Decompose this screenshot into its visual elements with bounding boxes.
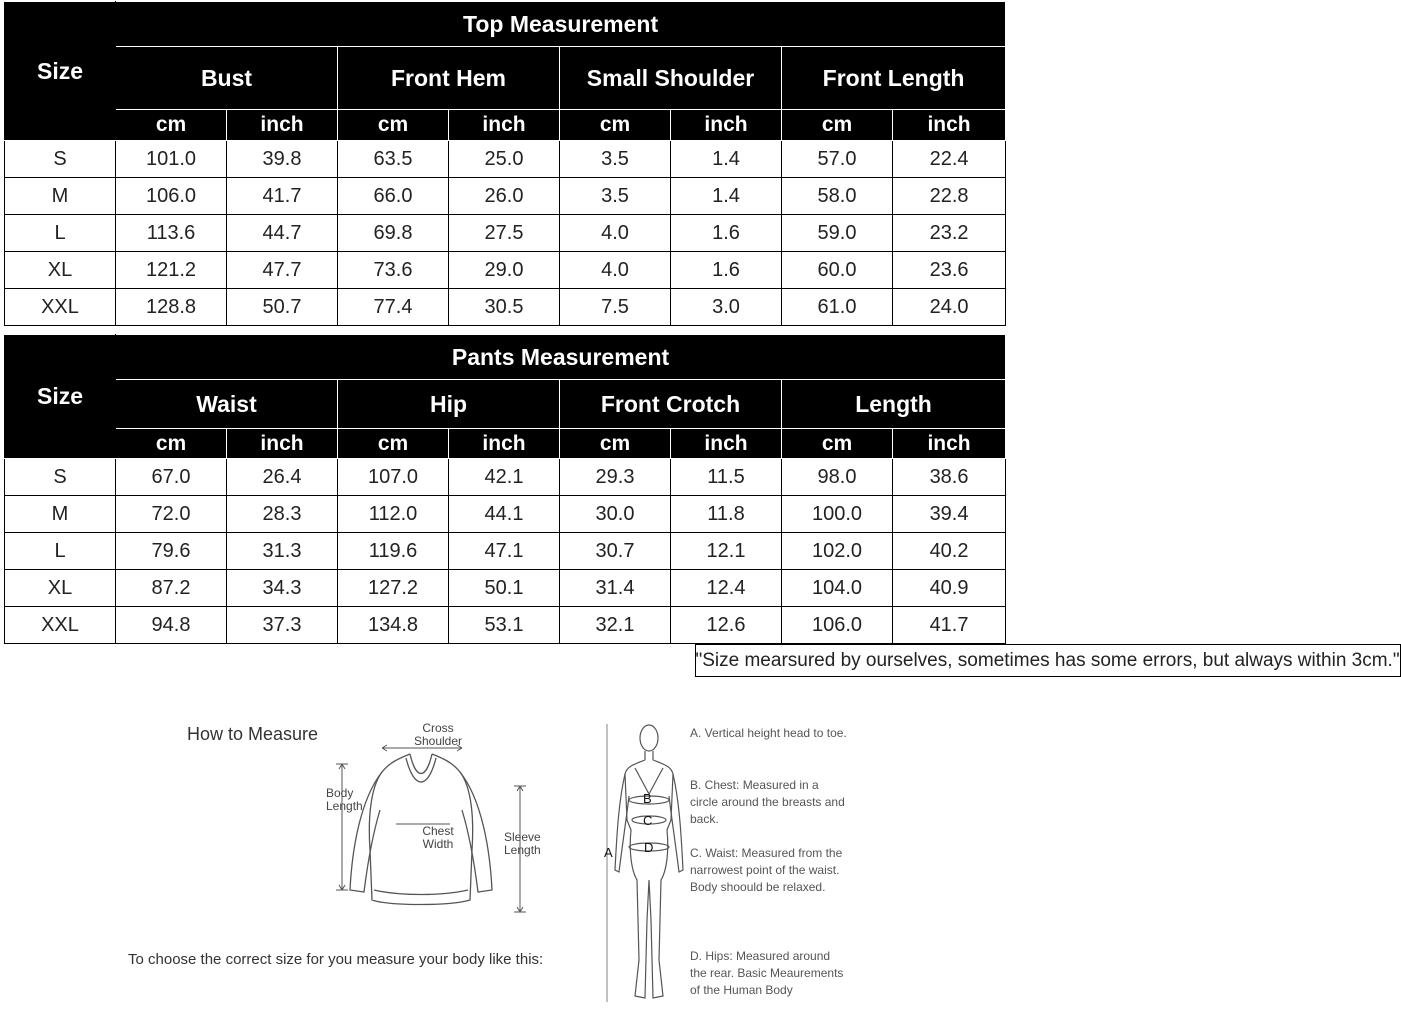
table-row <box>5 215 1006 252</box>
value-cell: 87.2 <box>116 570 227 607</box>
unit-header: cm <box>116 110 227 141</box>
measure-instruction: To choose the correct size for you measure your body like this: <box>128 951 544 968</box>
cross-shoulder-label: Cross Shoulder <box>413 721 463 748</box>
table-row <box>5 496 1006 533</box>
value-cell: 1.6 <box>671 215 782 252</box>
size-cell: XXL <box>5 289 116 326</box>
value-cell: 127.2 <box>338 570 449 607</box>
value-cell: 1.4 <box>671 141 782 178</box>
value-cell: 3.5 <box>560 178 671 215</box>
value-cell: 40.9 <box>893 570 1006 607</box>
value-cell: 50.1 <box>449 570 560 607</box>
value-cell: 30.7 <box>560 533 671 570</box>
value-cell: 1.6 <box>671 252 782 289</box>
height-marker-a: A <box>604 845 613 860</box>
how-to-measure-title: How to Measure <box>187 724 319 744</box>
value-cell: 101.0 <box>116 141 227 178</box>
value-cell: 3.0 <box>671 289 782 326</box>
value-cell: 106.0 <box>116 178 227 215</box>
value-cell: 100.0 <box>782 496 893 533</box>
value-cell: 12.4 <box>671 570 782 607</box>
unit-header: inch <box>671 429 782 459</box>
pants-measurement-table <box>4 334 1400 671</box>
value-cell: 3.5 <box>560 141 671 178</box>
value-cell: 58.0 <box>782 178 893 215</box>
value-cell: 102.0 <box>782 533 893 570</box>
value-cell: 29.0 <box>449 252 560 289</box>
table-row <box>5 533 1006 570</box>
measurement-note-c: C. Waist: Measured from the narrowest point of the waist. Body shoould be relaxed. <box>690 846 843 894</box>
size-cell: S <box>5 459 116 496</box>
value-cell: 28.3 <box>227 496 338 533</box>
value-cell: 59.0 <box>782 215 893 252</box>
value-cell: 29.3 <box>560 459 671 496</box>
value-cell: 47.1 <box>449 533 560 570</box>
value-cell: 128.8 <box>116 289 227 326</box>
value-cell: 57.0 <box>782 141 893 178</box>
unit-header: cm <box>782 429 893 459</box>
table-title: Top Measurement <box>116 2 1006 47</box>
column-group-header: Bust <box>116 47 338 110</box>
value-cell: 94.8 <box>116 607 227 644</box>
value-cell: 69.8 <box>338 215 449 252</box>
measurement-note-d: D. Hips: Measured around the rear. Basic Meaurements of the Human Body <box>690 949 844 997</box>
unit-header: cm <box>116 429 227 459</box>
value-cell: 4.0 <box>560 215 671 252</box>
value-cell: 38.6 <box>893 459 1006 496</box>
value-cell: 39.8 <box>227 141 338 178</box>
unit-header: cm <box>782 110 893 141</box>
table-row <box>5 289 1006 326</box>
size-cell: L <box>5 533 116 570</box>
value-cell: 26.0 <box>449 178 560 215</box>
value-cell: 41.7 <box>227 178 338 215</box>
value-cell: 7.5 <box>560 289 671 326</box>
measurement-note: "Size mearsured by ourselves, sometimes has some errors, but always within 3cm." <box>695 645 1400 677</box>
value-cell: 121.2 <box>116 252 227 289</box>
size-cell: L <box>5 215 116 252</box>
value-cell: 44.7 <box>227 215 338 252</box>
unit-header: cm <box>338 110 449 141</box>
unit-header: cm <box>560 429 671 459</box>
waist-marker-c: C <box>643 813 653 828</box>
value-cell: 72.0 <box>116 496 227 533</box>
table-title: Pants Measurement <box>116 335 1006 380</box>
table-row <box>5 178 1006 215</box>
value-cell: 98.0 <box>782 459 893 496</box>
unit-header: cm <box>560 110 671 141</box>
chest-width-label: Chest Width <box>422 824 454 851</box>
value-cell: 113.6 <box>116 215 227 252</box>
value-cell: 1.4 <box>671 178 782 215</box>
unit-header: inch <box>893 110 1006 141</box>
value-cell: 22.4 <box>893 141 1006 178</box>
table-row <box>5 459 1006 496</box>
size-header: Size <box>5 335 116 459</box>
body-figure <box>605 720 690 1010</box>
measurement-note-b: B. Chest: Measured in a circle around the breasts and back. <box>690 778 845 826</box>
value-cell: 42.1 <box>449 459 560 496</box>
size-cell: XL <box>5 252 116 289</box>
value-cell: 106.0 <box>782 607 893 644</box>
value-cell: 112.0 <box>338 496 449 533</box>
value-cell: 40.2 <box>893 533 1006 570</box>
column-group-header: Hip <box>338 380 560 429</box>
body-length-label: Body Length <box>326 786 363 813</box>
value-cell: 41.7 <box>893 607 1006 644</box>
table-row <box>5 141 1006 178</box>
unit-header: cm <box>338 429 449 459</box>
value-cell: 61.0 <box>782 289 893 326</box>
value-cell: 39.4 <box>893 496 1006 533</box>
value-cell: 4.0 <box>560 252 671 289</box>
value-cell: 11.5 <box>671 459 782 496</box>
table-row <box>5 252 1006 289</box>
unit-header: inch <box>671 110 782 141</box>
value-cell: 67.0 <box>116 459 227 496</box>
value-cell: 22.8 <box>893 178 1006 215</box>
size-cell: M <box>5 178 116 215</box>
column-group-header: Front Length <box>782 47 1006 110</box>
chest-marker-b: B <box>643 791 652 806</box>
value-cell: 30.0 <box>560 496 671 533</box>
value-cell: 119.6 <box>338 533 449 570</box>
value-cell: 53.1 <box>449 607 560 644</box>
size-cell: S <box>5 141 116 178</box>
measurement-note-a: A. Vertical height head to toe. <box>690 726 847 740</box>
value-cell: 47.7 <box>227 252 338 289</box>
value-cell: 66.0 <box>338 178 449 215</box>
value-cell: 27.5 <box>449 215 560 252</box>
table-row <box>5 607 1006 644</box>
value-cell: 23.6 <box>893 252 1006 289</box>
column-group-header: Waist <box>116 380 338 429</box>
unit-header: inch <box>893 429 1006 459</box>
size-cell: XL <box>5 570 116 607</box>
value-cell: 34.3 <box>227 570 338 607</box>
unit-header: inch <box>227 429 338 459</box>
value-cell: 44.1 <box>449 496 560 533</box>
value-cell: 73.6 <box>338 252 449 289</box>
value-cell: 60.0 <box>782 252 893 289</box>
value-cell: 24.0 <box>893 289 1006 326</box>
value-cell: 23.2 <box>893 215 1006 252</box>
value-cell: 31.4 <box>560 570 671 607</box>
column-group-header: Front Hem <box>338 47 560 110</box>
value-cell: 32.1 <box>560 607 671 644</box>
sleeve-length-label: Sleeve Length <box>504 830 541 857</box>
value-cell: 104.0 <box>782 570 893 607</box>
value-cell: 26.4 <box>227 459 338 496</box>
unit-header: inch <box>449 110 560 141</box>
size-cell: M <box>5 496 116 533</box>
value-cell: 25.0 <box>449 141 560 178</box>
unit-header: inch <box>449 429 560 459</box>
table-row <box>5 570 1006 607</box>
column-group-header: Length <box>782 380 1006 429</box>
value-cell: 12.1 <box>671 533 782 570</box>
size-cell: XXL <box>5 607 116 644</box>
value-cell: 77.4 <box>338 289 449 326</box>
column-group-header: Front Crotch <box>560 380 782 429</box>
value-cell: 30.5 <box>449 289 560 326</box>
column-group-header: Small Shoulder <box>560 47 782 110</box>
value-cell: 12.6 <box>671 607 782 644</box>
value-cell: 31.3 <box>227 533 338 570</box>
value-cell: 11.8 <box>671 496 782 533</box>
unit-header: inch <box>227 110 338 141</box>
value-cell: 107.0 <box>338 459 449 496</box>
value-cell: 37.3 <box>227 607 338 644</box>
value-cell: 50.7 <box>227 289 338 326</box>
top-measurement-table <box>4 1 1006 326</box>
hips-marker-d: D <box>644 840 654 855</box>
value-cell: 134.8 <box>338 607 449 644</box>
value-cell: 63.5 <box>338 141 449 178</box>
size-header: Size <box>5 2 116 141</box>
value-cell: 79.6 <box>116 533 227 570</box>
